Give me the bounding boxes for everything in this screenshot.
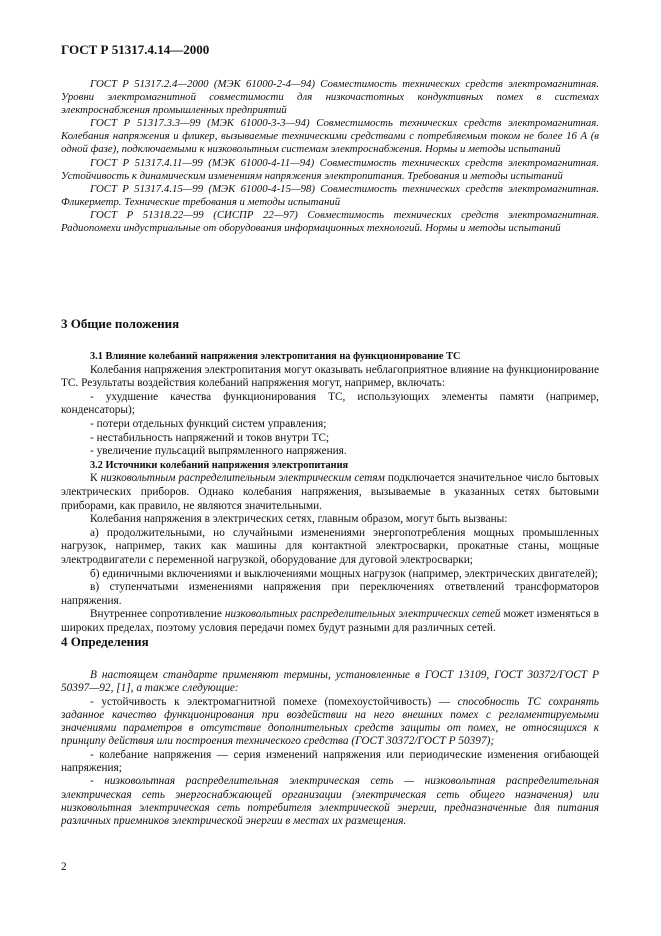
subsection-3-2-title: 3.2 Источники колебаний напряжения электропитания	[90, 459, 349, 471]
reference-item: ГОСТ Р 51317.4.11—99 (МЭК 61000-4-11—94) Совместимость технических средств электромагнитная. Устойчивость к динамическим изменениям напряжения электропитания. Требования и методы испытаний	[61, 156, 599, 182]
section-4-body	[61, 669, 599, 829]
definition-item	[61, 696, 599, 749]
section-3	[61, 316, 599, 332]
section-3-title: 3 Общие положения	[61, 316, 180, 331]
paragraph	[61, 472, 599, 513]
text-run: подключается значительное число бытовых электрических приборов. Однако колебания напряжения, вызываемые в указанных сетях бытовыми приборами, как правило, не являются значительными.	[61, 472, 599, 512]
term-emphasis: низковольтным распределительным электрическим сетям	[100, 472, 385, 485]
reference-item: ГОСТ Р 51317.2.4—2000 (МЭК 61000-2-4—94) Совместимость технических средств электромагнитная. Уровни электромагнитной совместимости для низкочастотных кондуктивных помех в системах электроснабжения промышленных предприятий	[61, 78, 599, 117]
text-run: Внутреннее сопротивление	[90, 608, 225, 621]
term-emphasis: низковольтных распределительных электрических сетей	[224, 608, 501, 621]
list-item: в) ступенчатыми изменениями напряжения при переключениях ответвлений трансформаторов напряжения.	[61, 581, 599, 607]
reference-item: ГОСТ Р 51317.4.15—99 (МЭК 61000-4-15—98) Совместимость технических средств электромагнитная. Фликерметр. Технические требования и методы испытаний	[61, 182, 599, 208]
reference-item: ГОСТ Р 51317.3.3—99 (МЭК 61000-3-3—94) Совместимость технических средств электромагнитная. Колебания напряжения и фликер, вызываемые техническими средствами с потребляемым током не более 16 А (в одной фазе), подключаемыми к низковольтным системам электроснабжения. Нормы и методы испытаний	[61, 117, 599, 156]
section-4-title: 4 Определения	[61, 634, 149, 649]
page-number: 2	[61, 861, 67, 873]
text-run: может изменяться в широких пределах, поэтому условия передачи помех будут разными для различных сетей.	[61, 608, 600, 634]
text-run: К	[90, 472, 101, 485]
list-item: а) продолжительными, но случайными изменениями энергопотребления мощных промышленных нагрузок, например, таких как машины для контактной электросварки, прокатные станы, мощные электродвигатели с переменной нагрузкой, оборудование для дуговой электросварки;	[61, 526, 599, 566]
paragraph: Колебания напряжения электропитания могут оказывать неблагоприятное влияние на функционирование ТС. Результаты воздействия колебаний напряжения могут, например, включать:	[61, 363, 599, 390]
list-item: - потери отдельных функций систем управления;	[90, 417, 327, 430]
reference-item: ГОСТ Р 51318.22—99 (СИСПР 22—97) Совместимость технических средств электромагнитная. Радиопомехи индустриальные от оборудования информационных технологий. Нормы и методы испытаний	[61, 208, 599, 235]
list-item: - нестабильность напряжений и токов внутри ТС;	[90, 431, 330, 444]
subsection-3-1-title: 3.1 Влияние колебаний напряжения электропитания на функционирование ТС	[90, 351, 461, 362]
section-4	[61, 634, 599, 650]
section-3-body	[61, 350, 599, 635]
paragraph: В настоящем стандарте применяют термины, установленные в ГОСТ 13109, ГОСТ 30372/ГОСТ Р 50397—92, [1], а также следующие:	[61, 669, 599, 695]
list-item: - ухудшение качества функционирования ТС, использующих элементы памяти (например, конденсаторы);	[61, 390, 599, 417]
definition-term: - устойчивость к электромагнитной помехе (помехоустойчивость) —	[90, 695, 451, 708]
definition-item: - низковольтная распределительная электрическая сеть — низковольтная распределительная электрическая сеть энергоснабжающей организации (электрическая сеть общего назначения) или низковольтная электрическая сеть потребителя электрической энергии, предназначенные для питания различных приемников электрической энергии в местах их размещения.	[61, 775, 599, 828]
paragraph: Колебания напряжения в электрических сетях, главным образом, могут быть вызваны:	[90, 513, 508, 526]
document-header: ГОСТ Р 51317.4.14—2000	[61, 42, 210, 57]
paragraph	[61, 608, 599, 635]
definition-text: способность ТС сохранять заданное качество функционирования при воздействии на него внешних помех с регламентируемыми значениями параметров в отсутствие дополнительных средств защиты от помех, не относящихся к принципу действия или построения технического средства (ГОСТ 30372/ГОСТ Р 50397);	[61, 695, 600, 748]
list-item: б) единичными включениями и выключениями мощных нагрузок (например, электрических двигателей);	[90, 567, 598, 580]
definition-item: - колебание напряжения — серия изменений напряжения или периодические изменения огибающей напряжения;	[61, 748, 599, 775]
list-item: - увеличение пульсаций выпрямленного напряжения.	[90, 445, 347, 458]
normative-references	[61, 78, 599, 235]
